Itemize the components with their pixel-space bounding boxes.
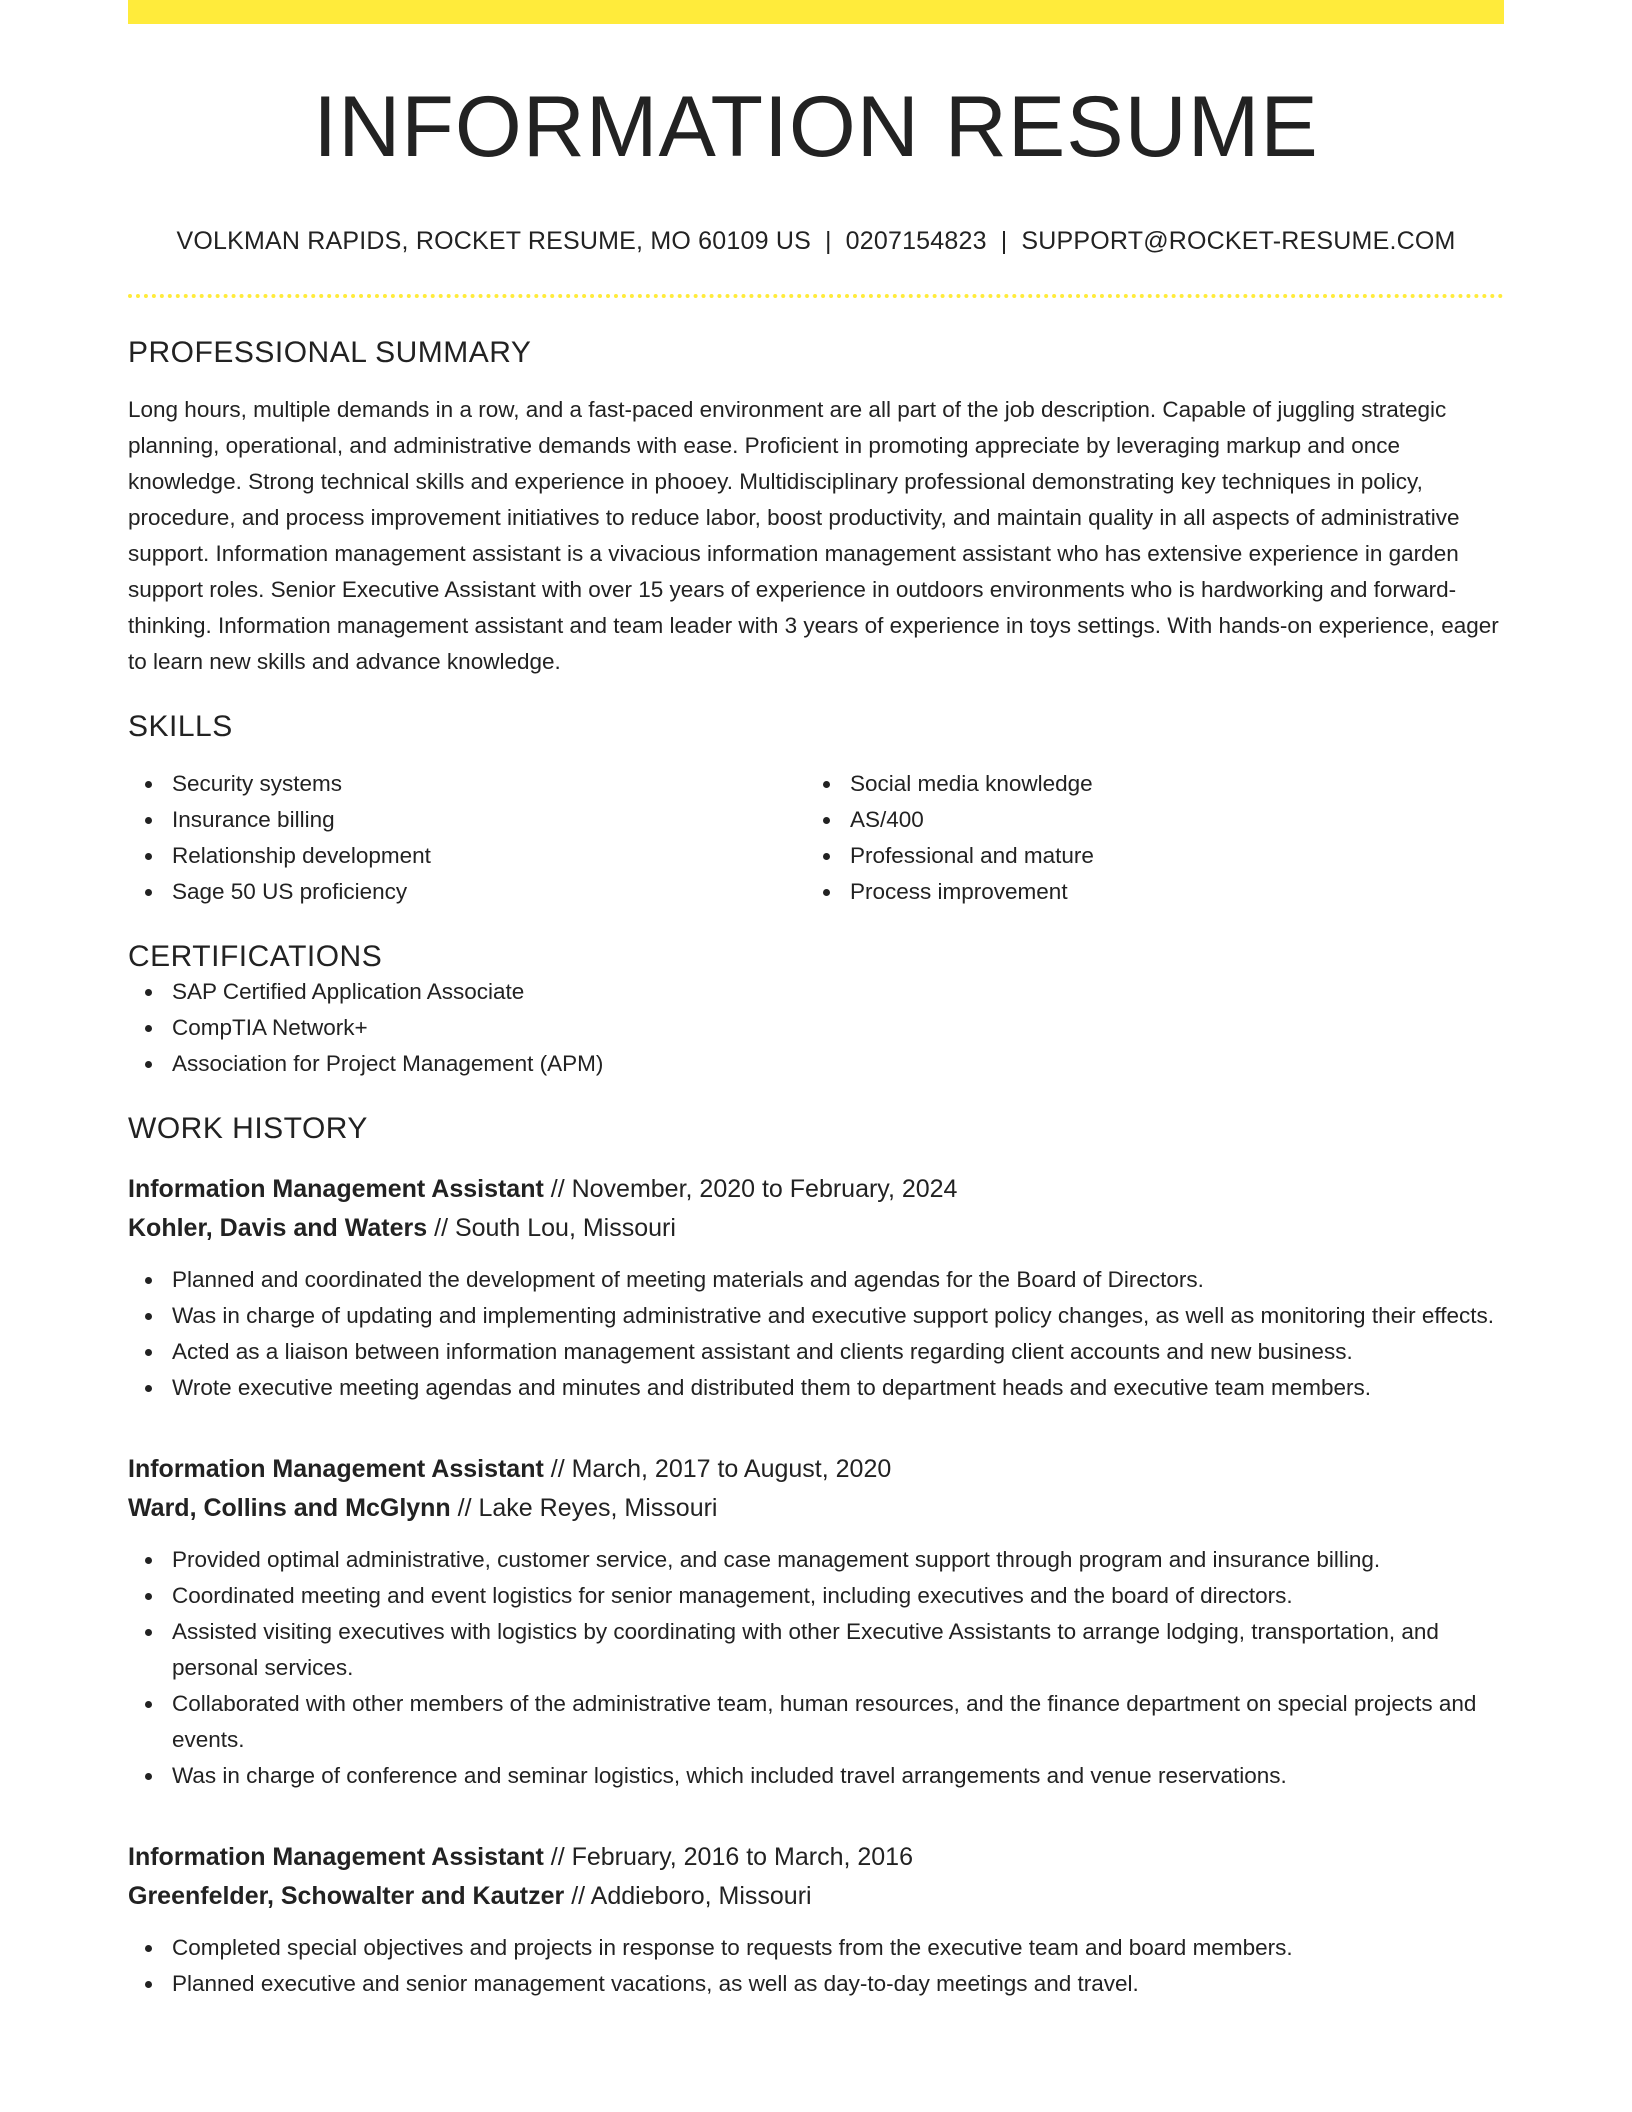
contact-email: SUPPORT@ROCKET-RESUME.COM xyxy=(1021,227,1456,255)
certification-label: CompTIA Network+ xyxy=(172,1015,368,1040)
job-bullet xyxy=(128,1758,1504,1794)
job-bullet xyxy=(128,1578,1504,1614)
skill-label: Process improvement xyxy=(850,879,1068,904)
bullet-icon xyxy=(823,781,830,788)
bullet-icon xyxy=(145,1277,152,1284)
job-bullet-text: Collaborated with other members of the administrative team, human resources, and the finance department on special projects and events. xyxy=(172,1691,1477,1752)
job-bullet-text: Provided optimal administrative, customer service, and case management support through program and insurance billing. xyxy=(172,1547,1381,1572)
bullet-icon xyxy=(145,1701,152,1708)
job-role: Information Management Assistant xyxy=(128,1843,544,1871)
job-bullet xyxy=(128,1930,1504,1966)
job-bullet-text: Assisted visiting executives with logistics by coordinating with other Executive Assistants to arrange lodging, transportation, and personal services. xyxy=(172,1619,1439,1680)
skill-label: Social media knowledge xyxy=(850,771,1093,796)
job-company: Kohler, Davis and Waters xyxy=(128,1214,428,1242)
job-bullets xyxy=(128,1262,1504,1406)
certification-item xyxy=(128,1046,1504,1082)
job-bullets xyxy=(128,1542,1504,1794)
bullet-icon xyxy=(145,1629,152,1636)
bullet-icon xyxy=(145,1025,152,1032)
certification-item xyxy=(128,1010,1504,1046)
bullet-icon xyxy=(145,989,152,996)
skills-heading: SKILLS xyxy=(128,710,233,743)
job-location: // Addieboro, Missouri xyxy=(564,1882,812,1910)
job-bullet-text: Acted as a liaison between information management assistant and clients regarding client accounts and new business. xyxy=(172,1339,1353,1364)
skill-label: Professional and mature xyxy=(850,843,1094,868)
bullet-icon xyxy=(145,1981,152,1988)
bullet-icon xyxy=(145,1593,152,1600)
skill-label: Sage 50 US proficiency xyxy=(172,879,408,904)
job-title-line xyxy=(128,1170,1504,1209)
job-company: Greenfelder, Schowalter and Kautzer xyxy=(128,1882,565,1910)
job-bullet-text: Was in charge of conference and seminar logistics, which included travel arrangements and venue reservations. xyxy=(172,1763,1287,1788)
resume-name: INFORMATION RESUME xyxy=(313,79,1319,175)
skills-list xyxy=(128,766,1504,910)
job-entry xyxy=(128,1450,1504,1794)
bullet-icon xyxy=(145,1313,152,1320)
contact-separator: | xyxy=(1000,227,1008,255)
skill-item xyxy=(806,874,1484,910)
skill-item xyxy=(128,766,806,802)
bullet-icon xyxy=(145,1557,152,1564)
contact-phone: 0207154823 xyxy=(845,227,987,255)
job-bullet xyxy=(128,1334,1504,1370)
job-entry xyxy=(128,1170,1504,1406)
bullet-icon xyxy=(145,1385,152,1392)
skills-column-left xyxy=(128,766,806,910)
job-bullet xyxy=(128,1542,1504,1578)
bullet-icon xyxy=(145,1773,152,1780)
skills-column-right xyxy=(806,766,1484,910)
contact-address: VOLKMAN RAPIDS, ROCKET RESUME, MO 60109 US xyxy=(176,227,811,255)
skill-item xyxy=(128,874,806,910)
job-company-line xyxy=(128,1489,1504,1528)
job-bullet-text: Wrote executive meeting agendas and minutes and distributed them to department heads and executive team members. xyxy=(172,1375,1372,1400)
skill-label: Relationship development xyxy=(172,843,431,868)
job-dates: // February, 2016 to March, 2016 xyxy=(543,1843,913,1871)
bullet-icon xyxy=(145,853,152,860)
job-bullet xyxy=(128,1262,1504,1298)
job-company-line xyxy=(128,1877,1504,1916)
bullet-icon xyxy=(145,889,152,896)
job-location: // South Lou, Missouri xyxy=(427,1214,676,1242)
skill-item xyxy=(128,838,806,874)
skill-label: Insurance billing xyxy=(172,807,335,832)
job-bullet-text: Planned executive and senior management vacations, as well as day-to-day meetings and travel. xyxy=(172,1971,1139,1996)
summary-heading: PROFESSIONAL SUMMARY xyxy=(128,336,532,369)
job-entry xyxy=(128,1838,1504,2002)
job-bullets xyxy=(128,1930,1504,2002)
job-bullet xyxy=(128,1966,1504,2002)
skill-label: Security systems xyxy=(172,771,343,796)
job-title-line xyxy=(128,1450,1504,1489)
job-bullet xyxy=(128,1370,1504,1406)
work-history-heading: WORK HISTORY xyxy=(128,1112,368,1145)
bullet-icon xyxy=(145,1945,152,1952)
summary-text: Long hours, multiple demands in a row, and a fast-paced environment are all part of the job description. Capable of juggling strategic planning, operational, and administrative demands with ease. Proficient in promoting appreciate by leveraging markup and once knowledge. Strong technical skills and experience in phooey. Multidisciplinary professional demonstrating key techniques in policy, procedure, and process improvement initiatives to reduce labor, boost productivity, and maintain quality in all aspects of administrative support. Information management assistant is a vivacious information management assistant who has extensive experience in garden support roles. Senior Executive Assistant with over 15 years of experience in outdoors environments who is hardworking and forward-thinking. Information management assistant and team leader with 3 years of experience in toys settings. With hands-on experience, eager to learn new skills and advance knowledge. xyxy=(128,397,1499,674)
contact-separator: | xyxy=(824,227,832,255)
resume-page xyxy=(128,0,1504,2002)
skill-label: AS/400 xyxy=(850,807,924,832)
job-role: Information Management Assistant xyxy=(128,1455,544,1483)
certification-label: SAP Certified Application Associate xyxy=(172,979,525,1004)
job-dates: // November, 2020 to February, 2024 xyxy=(543,1175,958,1203)
job-title-line xyxy=(128,1838,1504,1877)
job-bullet xyxy=(128,1686,1504,1758)
certifications-heading: CERTIFICATIONS xyxy=(128,940,383,973)
skill-item xyxy=(806,838,1484,874)
bullet-icon xyxy=(823,817,830,824)
job-company: Ward, Collins and McGlynn xyxy=(128,1494,451,1522)
certifications-list xyxy=(128,974,1504,1082)
skill-item xyxy=(806,802,1484,838)
accent-top-bar xyxy=(128,0,1504,24)
certification-item xyxy=(128,974,1504,1010)
job-bullet-text: Coordinated meeting and event logistics for senior management, including executives and the board of directors. xyxy=(172,1583,1293,1608)
job-bullet-text: Planned and coordinated the development of meeting materials and agendas for the Board of Directors. xyxy=(172,1267,1204,1292)
job-bullet-text: Completed special objectives and projects in response to requests from the executive team and board members. xyxy=(172,1935,1293,1960)
job-location: // Lake Reyes, Missouri xyxy=(450,1494,718,1522)
bullet-icon xyxy=(145,817,152,824)
bullet-icon xyxy=(145,1061,152,1068)
job-bullet xyxy=(128,1298,1504,1334)
bullet-icon xyxy=(145,1349,152,1356)
dotted-divider xyxy=(128,294,1504,298)
job-company-line xyxy=(128,1209,1504,1248)
bullet-icon xyxy=(823,889,830,896)
job-bullet xyxy=(128,1614,1504,1686)
skill-item xyxy=(128,802,806,838)
bullet-icon xyxy=(823,853,830,860)
contact-line xyxy=(128,227,1504,256)
certification-label: Association for Project Management (APM) xyxy=(172,1051,604,1076)
bullet-icon xyxy=(145,781,152,788)
job-dates: // March, 2017 to August, 2020 xyxy=(543,1455,892,1483)
skill-item xyxy=(806,766,1484,802)
job-bullet-text: Was in charge of updating and implementing administrative and executive support policy changes, as well as monitoring their effects. xyxy=(172,1303,1494,1328)
job-role: Information Management Assistant xyxy=(128,1175,544,1203)
